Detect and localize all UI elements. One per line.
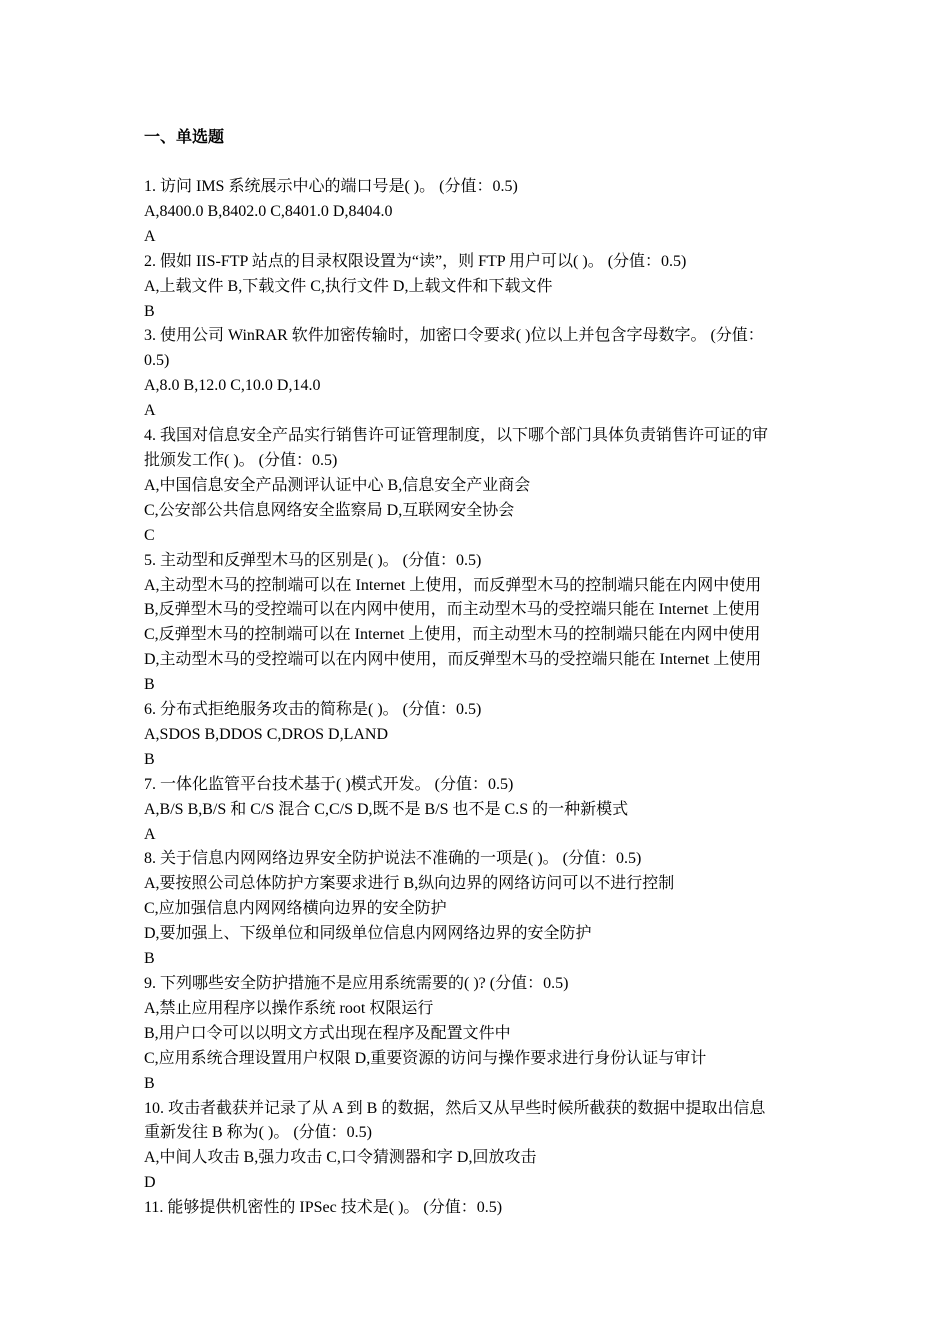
text-line: B [144,302,155,320]
text-line: 3. 使用公司 WinRAR 软件加密传输时，加密口令要求( )位以上并包含字母数字。 (分值： [144,327,764,345]
text-line: C [144,526,155,544]
text-line: B [144,676,155,694]
text-line: D [144,1174,156,1192]
text-line: A,B/S B,B/S 和 C/S 混合 C,C/S D,既不是 B/S 也不是 C.S 的一种新模式 [144,800,629,818]
text-line: B [144,1074,155,1092]
text-line: A,禁止应用程序以操作系统 root 权限运行 [144,999,434,1017]
text-line: 批颁发工作( )。 (分值：0.5) [144,451,338,469]
text-line: 重新发往 B 称为( )。 (分值：0.5) [144,1124,372,1142]
text-line: B,用户口令可以以明文方式出现在程序及配置文件中 [144,1024,511,1042]
text-line: C,应加强信息内网网络横向边界的安全防护 [144,900,447,918]
section-title: 一、单选题 [144,129,225,146]
text-line: 7. 一体化监管平台技术基于( )模式开发。 (分值：0.5) [144,775,514,793]
text-line: 1. 访问 IMS 系统展示中心的端口号是( )。 (分值：0.5) [144,178,518,195]
text-line: 4. 我国对信息安全产品实行销售许可证管理制度，以下哪个部门具体负责销售许可证的审 [144,427,769,445]
text-line: 0.5) [144,352,170,370]
text-line: A,8400.0 B,8402.0 C,8401.0 D,8404.0 [144,202,393,220]
text-line: A,中间人攻击 B,强力攻击 C,口令猜测器和字 D,回放攻击 [144,1149,537,1167]
text-line: 10. 攻击者截获并记录了从 A 到 B 的数据，然后又从早些时候所截获的数据中提取出信息 [144,1099,766,1117]
text-line: D,要加强上、下级单位和同级单位信息内网网络边界的安全防护 [144,925,592,943]
text-line: B [144,750,155,768]
text-line: 5. 主动型和反弹型木马的区别是( )。 (分值：0.5) [144,551,482,569]
text-line: C,反弹型木马的控制端可以在 Internet 上使用，而主动型木马的控制端只能在内网中使用 [144,626,761,644]
text-line: A,SDOS B,DDOS C,DROS D,LAND [144,725,389,743]
text-line: 8. 关于信息内网网络边界安全防护说法不准确的一项是( )。 (分值：0.5) [144,850,642,868]
text-line: C,公安部公共信息网络安全监察局 D,互联网安全协会 [144,501,515,519]
text-line: A [144,227,156,245]
question-list [144,175,824,1221]
document-page [144,126,824,1221]
text-line: A,中国信息安全产品测评认证中心 B,信息安全产业商会 [144,476,531,494]
text-line: 11. 能够提供机密性的 IPSec 技术是( )。 (分值：0.5) [144,1199,503,1217]
text-line: 9. 下列哪些安全防护措施不是应用系统需要的( )? (分值：0.5) [144,975,569,992]
text-line: A,8.0 B,12.0 C,10.0 D,14.0 [144,377,321,395]
text-line: B,反弹型木马的受控端可以在内网中使用，而主动型木马的受控端只能在 Internet 上使用 [144,601,761,619]
text-line: C,应用系统合理设置用户权限 D,重要资源的访问与操作要求进行身份认证与审计 [144,1049,707,1067]
text-line: D,主动型木马的受控端可以在内网中使用，而反弹型木马的受控端只能在 Internet 上使用 [144,651,762,669]
text-line: A,要按照公司总体防护方案要求进行 B,纵向边界的网络访问可以不进行控制 [144,875,675,893]
text-line: A,上载文件 B,下载文件 C,执行文件 D,上载文件和下载文件 [144,277,553,295]
text-line: A [144,825,156,843]
text-line: 6. 分布式拒绝服务攻击的简称是( )。 (分值：0.5) [144,701,482,719]
text-line: B [144,950,155,968]
text-line: A,主动型木马的控制端可以在 Internet 上使用，而反弹型木马的控制端只能在内网中使用 [144,576,762,594]
text-line: A [144,402,156,420]
text-line: 2. 假如 IIS-FTP 站点的目录权限设置为“读”，则 FTP 用户可以( )。 (分值：0.5) [144,252,687,270]
